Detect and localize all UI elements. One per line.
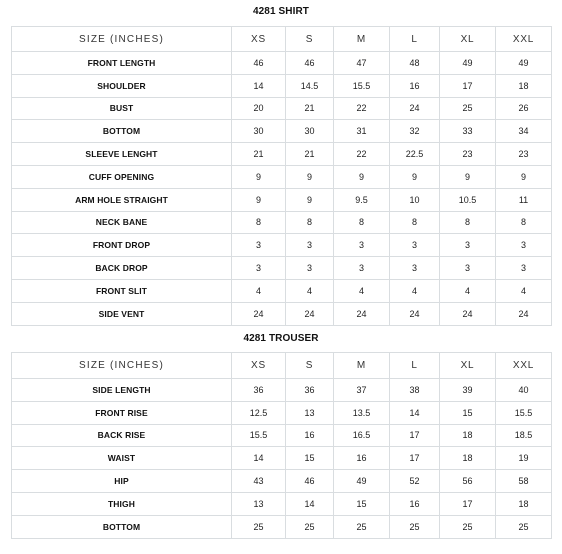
size-column-header: SIZE (INCHES) bbox=[12, 353, 232, 379]
measurement-value: 25 bbox=[334, 515, 390, 538]
measurement-value: 39 bbox=[440, 379, 496, 402]
measurement-value: 17 bbox=[390, 447, 440, 470]
size-header-cell: XXL bbox=[496, 27, 552, 52]
measurement-value: 4 bbox=[286, 279, 334, 302]
measurement-value: 58 bbox=[496, 470, 552, 493]
trouser-header-row bbox=[12, 353, 552, 379]
measurement-value: 18 bbox=[496, 492, 552, 515]
size-header-cell: L bbox=[390, 353, 440, 379]
table-row bbox=[12, 515, 552, 538]
measurement-value: 3 bbox=[232, 257, 286, 280]
measurement-value: 16 bbox=[390, 74, 440, 97]
measurement-value: 3 bbox=[496, 234, 552, 257]
measurement-value: 31 bbox=[334, 120, 390, 143]
measurement-value: 4 bbox=[390, 279, 440, 302]
measurement-value: 34 bbox=[496, 120, 552, 143]
measurement-value: 3 bbox=[232, 234, 286, 257]
measurement-value: 22 bbox=[334, 97, 390, 120]
measurement-label: ARM HOLE STRAIGHT bbox=[12, 188, 232, 211]
measurement-value: 3 bbox=[334, 234, 390, 257]
trouser-table-title: 4281 TROUSER bbox=[243, 333, 319, 344]
measurement-value: 46 bbox=[286, 470, 334, 493]
measurement-value: 10.5 bbox=[440, 188, 496, 211]
measurement-label: NECK BANE bbox=[12, 211, 232, 234]
measurement-value: 18 bbox=[496, 74, 552, 97]
table-row bbox=[12, 424, 552, 447]
measurement-value: 20 bbox=[232, 97, 286, 120]
measurement-value: 18 bbox=[440, 424, 496, 447]
size-header-cell: S bbox=[286, 353, 334, 379]
table-row bbox=[12, 120, 552, 143]
measurement-label: THIGH bbox=[12, 492, 232, 515]
measurement-value: 8 bbox=[232, 211, 286, 234]
measurement-value: 12.5 bbox=[232, 401, 286, 424]
measurement-value: 40 bbox=[496, 379, 552, 402]
measurement-value: 24 bbox=[232, 302, 286, 325]
measurement-value: 8 bbox=[286, 211, 334, 234]
measurement-value: 19 bbox=[496, 447, 552, 470]
measurement-value: 52 bbox=[390, 470, 440, 493]
measurement-value: 17 bbox=[440, 492, 496, 515]
measurement-value: 15.5 bbox=[232, 424, 286, 447]
table-row bbox=[12, 143, 552, 166]
measurement-label: FRONT SLIT bbox=[12, 279, 232, 302]
measurement-value: 38 bbox=[390, 379, 440, 402]
measurement-value: 14.5 bbox=[286, 74, 334, 97]
measurement-value: 15 bbox=[286, 447, 334, 470]
measurement-value: 36 bbox=[232, 379, 286, 402]
table-row bbox=[12, 165, 552, 188]
measurement-label: SLEEVE LENGHT bbox=[12, 143, 232, 166]
measurement-value: 3 bbox=[286, 234, 334, 257]
measurement-value: 25 bbox=[286, 515, 334, 538]
measurement-value: 13 bbox=[286, 401, 334, 424]
measurement-value: 3 bbox=[390, 257, 440, 280]
measurement-value: 16 bbox=[286, 424, 334, 447]
measurement-value: 17 bbox=[390, 424, 440, 447]
measurement-value: 25 bbox=[496, 515, 552, 538]
measurement-value: 25 bbox=[440, 97, 496, 120]
size-header-cell: XS bbox=[232, 353, 286, 379]
table-row bbox=[12, 211, 552, 234]
shirt-size-table bbox=[11, 26, 552, 326]
size-column-header: SIZE (INCHES) bbox=[12, 27, 232, 52]
measurement-value: 21 bbox=[232, 143, 286, 166]
table-row bbox=[12, 279, 552, 302]
measurement-value: 3 bbox=[390, 234, 440, 257]
measurement-value: 14 bbox=[286, 492, 334, 515]
measurement-value: 4 bbox=[334, 279, 390, 302]
measurement-value: 9 bbox=[496, 165, 552, 188]
measurement-value: 46 bbox=[286, 52, 334, 75]
measurement-value: 8 bbox=[390, 211, 440, 234]
measurement-value: 11 bbox=[496, 188, 552, 211]
measurement-value: 25 bbox=[390, 515, 440, 538]
measurement-value: 8 bbox=[496, 211, 552, 234]
measurement-value: 25 bbox=[232, 515, 286, 538]
measurement-label: FRONT RISE bbox=[12, 401, 232, 424]
measurement-value: 15 bbox=[334, 492, 390, 515]
measurement-value: 46 bbox=[232, 52, 286, 75]
measurement-value: 49 bbox=[334, 470, 390, 493]
measurement-value: 14 bbox=[390, 401, 440, 424]
table-row bbox=[12, 257, 552, 280]
measurement-value: 9 bbox=[286, 188, 334, 211]
shirt-header-row bbox=[12, 27, 552, 52]
measurement-value: 14 bbox=[232, 447, 286, 470]
measurement-label: SHOULDER bbox=[12, 74, 232, 97]
table-row bbox=[12, 401, 552, 424]
measurement-value: 21 bbox=[286, 143, 334, 166]
table-row bbox=[12, 234, 552, 257]
measurement-value: 47 bbox=[334, 52, 390, 75]
measurement-value: 9 bbox=[390, 165, 440, 188]
measurement-label: FRONT LENGTH bbox=[12, 52, 232, 75]
table-row bbox=[12, 470, 552, 493]
measurement-label: BACK DROP bbox=[12, 257, 232, 280]
measurement-value: 3 bbox=[334, 257, 390, 280]
measurement-value: 24 bbox=[286, 302, 334, 325]
measurement-value: 4 bbox=[440, 279, 496, 302]
measurement-value: 30 bbox=[232, 120, 286, 143]
measurement-value: 26 bbox=[496, 97, 552, 120]
measurement-value: 49 bbox=[496, 52, 552, 75]
measurement-value: 56 bbox=[440, 470, 496, 493]
size-header-cell: L bbox=[390, 27, 440, 52]
measurement-value: 43 bbox=[232, 470, 286, 493]
measurement-value: 37 bbox=[334, 379, 390, 402]
measurement-label: SIDE VENT bbox=[12, 302, 232, 325]
size-header-cell: XXL bbox=[496, 353, 552, 379]
measurement-value: 33 bbox=[440, 120, 496, 143]
measurement-value: 9.5 bbox=[334, 188, 390, 211]
measurement-value: 18.5 bbox=[496, 424, 552, 447]
measurement-label: BUST bbox=[12, 97, 232, 120]
measurement-value: 16 bbox=[334, 447, 390, 470]
table-row bbox=[12, 492, 552, 515]
measurement-value: 17 bbox=[440, 74, 496, 97]
size-header-cell: M bbox=[334, 353, 390, 379]
measurement-value: 24 bbox=[334, 302, 390, 325]
table-row bbox=[12, 188, 552, 211]
measurement-value: 4 bbox=[232, 279, 286, 302]
measurement-value: 48 bbox=[390, 52, 440, 75]
measurement-value: 13.5 bbox=[334, 401, 390, 424]
measurement-value: 18 bbox=[440, 447, 496, 470]
size-header-cell: XL bbox=[440, 353, 496, 379]
measurement-value: 23 bbox=[496, 143, 552, 166]
measurement-value: 15.5 bbox=[496, 401, 552, 424]
measurement-value: 23 bbox=[440, 143, 496, 166]
measurement-value: 13 bbox=[232, 492, 286, 515]
measurement-value: 3 bbox=[440, 257, 496, 280]
measurement-label: CUFF OPENING bbox=[12, 165, 232, 188]
size-header-cell: M bbox=[334, 27, 390, 52]
measurement-value: 9 bbox=[286, 165, 334, 188]
measurement-value: 16 bbox=[390, 492, 440, 515]
table-row bbox=[12, 74, 552, 97]
size-header-cell: XL bbox=[440, 27, 496, 52]
measurement-label: BOTTOM bbox=[12, 515, 232, 538]
table-row bbox=[12, 97, 552, 120]
measurement-value: 3 bbox=[440, 234, 496, 257]
measurement-value: 25 bbox=[440, 515, 496, 538]
measurement-value: 8 bbox=[440, 211, 496, 234]
measurement-value: 8 bbox=[334, 211, 390, 234]
measurement-value: 10 bbox=[390, 188, 440, 211]
measurement-label: SIDE LENGTH bbox=[12, 379, 232, 402]
measurement-label: BOTTOM bbox=[12, 120, 232, 143]
measurement-value: 24 bbox=[390, 302, 440, 325]
measurement-value: 15 bbox=[440, 401, 496, 424]
measurement-value: 9 bbox=[232, 188, 286, 211]
measurement-value: 49 bbox=[440, 52, 496, 75]
measurement-value: 21 bbox=[286, 97, 334, 120]
size-header-cell: XS bbox=[232, 27, 286, 52]
measurement-label: FRONT DROP bbox=[12, 234, 232, 257]
measurement-value: 32 bbox=[390, 120, 440, 143]
measurement-value: 22 bbox=[334, 143, 390, 166]
table-row bbox=[12, 52, 552, 75]
table-row bbox=[12, 447, 552, 470]
measurement-value: 16.5 bbox=[334, 424, 390, 447]
measurement-value: 24 bbox=[496, 302, 552, 325]
table-row bbox=[12, 302, 552, 325]
measurement-value: 9 bbox=[440, 165, 496, 188]
measurement-label: WAIST bbox=[12, 447, 232, 470]
measurement-value: 4 bbox=[496, 279, 552, 302]
measurement-value: 24 bbox=[390, 97, 440, 120]
measurement-value: 15.5 bbox=[334, 74, 390, 97]
measurement-value: 22.5 bbox=[390, 143, 440, 166]
measurement-value: 14 bbox=[232, 74, 286, 97]
measurement-value: 24 bbox=[440, 302, 496, 325]
measurement-label: HIP bbox=[12, 470, 232, 493]
measurement-value: 30 bbox=[286, 120, 334, 143]
measurement-value: 3 bbox=[286, 257, 334, 280]
trouser-size-table bbox=[11, 352, 552, 539]
measurement-value: 9 bbox=[334, 165, 390, 188]
shirt-table-title: 4281 SHIRT bbox=[252, 6, 310, 17]
size-header-cell: S bbox=[286, 27, 334, 52]
measurement-value: 9 bbox=[232, 165, 286, 188]
table-row bbox=[12, 379, 552, 402]
measurement-label: BACK RISE bbox=[12, 424, 232, 447]
measurement-value: 36 bbox=[286, 379, 334, 402]
measurement-value: 3 bbox=[496, 257, 552, 280]
